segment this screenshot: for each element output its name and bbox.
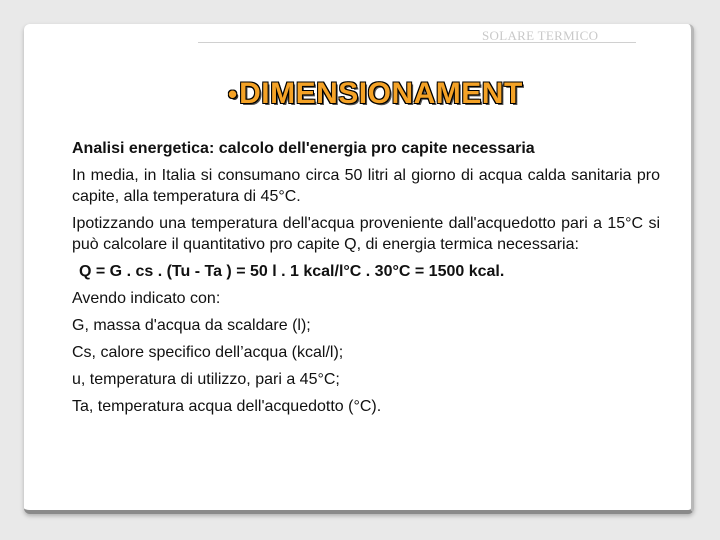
title-bullet: •	[228, 79, 238, 109]
slide-title: DIMENSIONAMENT	[239, 77, 523, 110]
energy-formula: Q = G . cs . (Tu - Ta ) = 50 l . 1 kcal/l°C . 30°C = 1500 kcal.	[79, 263, 505, 280]
paragraph-hypothesis: Ipotizzando una temperatura dell'acqua proveniente dall'acquedotto pari a 15°C si può calcolare il quantitativo pro capite Q, di energia termica necessaria:	[72, 215, 660, 253]
slide-title-row	[228, 79, 523, 109]
legend-intro: Avendo indicato con:	[72, 290, 221, 307]
legend-item-g: G, massa d'acqua da scaldare (l);	[72, 317, 311, 334]
slide-body	[72, 138, 660, 417]
legend-item-ta: Ta, temperatura acqua dell'acquedotto (°C).	[72, 398, 382, 415]
legend-item-u: u, temperatura di utilizzo, pari a 45°C;	[72, 371, 340, 388]
slide	[24, 24, 694, 514]
header-title: SOLARE TERMICO	[482, 28, 599, 43]
section-heading: Analisi energetica: calcolo dell'energia pro capite necessaria	[72, 140, 535, 157]
legend-item-cs: Cs, calore specifico dell’acqua (kcal/l);	[72, 344, 344, 361]
paragraph-consumption: In media, in Italia si consumano circa 50 litri al giorno di acqua calda sanitaria pro capite, alla temperatura di 45°C.	[72, 167, 660, 205]
